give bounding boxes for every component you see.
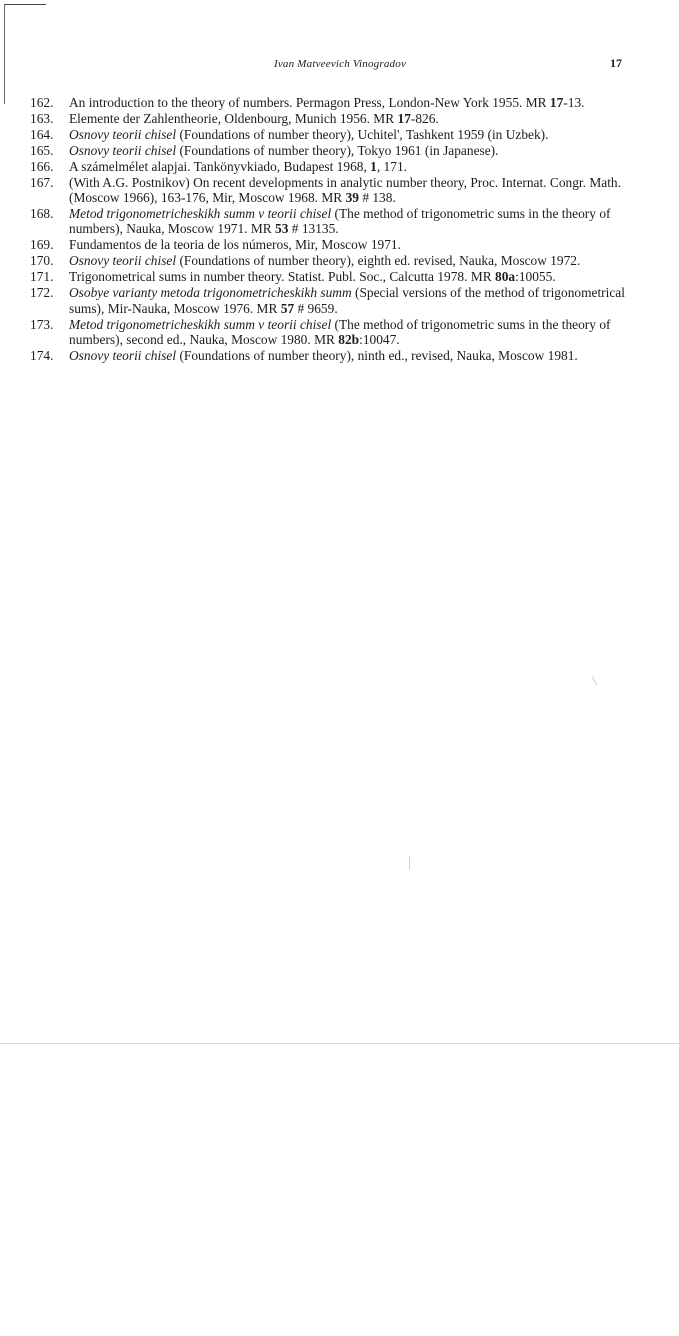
bibliography-entry xyxy=(30,206,630,236)
scan-corner-mark xyxy=(4,4,46,5)
bibliography-entry xyxy=(30,285,630,315)
running-title: Ivan Matveevich Vinogradov xyxy=(273,58,407,70)
entry-number: 169. xyxy=(30,237,54,253)
bibliography-entry xyxy=(30,111,630,126)
entry-text xyxy=(69,111,630,126)
entry-text-segment: # 138. xyxy=(358,190,396,206)
entry-number: 172. xyxy=(30,285,54,301)
entry-text-segment: (The method of trigonometric sums in the theory of numbers), second ed., Nauka, Moscow 1980. MR xyxy=(69,316,611,347)
entry-text xyxy=(69,317,630,347)
entry-text xyxy=(69,95,630,110)
bibliography-entry xyxy=(30,95,630,110)
bibliography-entry xyxy=(30,143,630,158)
entry-text-segment: A számelmélet alapjai. Tankönyvkiado, Budapest 1968, xyxy=(69,159,371,174)
entry-text-segment: (Foundations of number theory), eighth ed. revised, Nauka, Moscow 1972. xyxy=(176,253,581,269)
entry-text-segment: (Foundations of number theory), Uchitel', Tashkent 1959 (in Uzbek). xyxy=(176,127,549,142)
scan-edge-mark xyxy=(4,4,5,104)
entry-text-segment: (Foundations of number theory), Tokyo 1961 (in Japanese). xyxy=(176,143,499,158)
scan-speck xyxy=(592,676,598,685)
entry-text-segment: :10055. xyxy=(515,269,556,285)
entry-title-italic: Osnovy teorii chisel xyxy=(69,143,177,158)
entry-text-segment: (With A.G. Postnikov) On recent developments in analytic number theory, Proc. Internat. Congr. Math. (Moscow 1966), 163-176, Mir, Moscow 1968. MR xyxy=(69,175,621,206)
entry-number: 173. xyxy=(30,316,54,332)
bibliography-entry xyxy=(30,317,630,347)
entry-text xyxy=(69,206,630,236)
entry-text-segment: :10047. xyxy=(359,331,400,347)
entry-text-segment: An introduction to the theory of numbers. Permagon Press, London-New York 1955. MR xyxy=(69,95,550,110)
entry-text-segment: # 13135. xyxy=(288,221,339,237)
scan-page-edge xyxy=(0,1043,679,1044)
entry-text xyxy=(69,159,630,174)
entry-text xyxy=(69,175,630,205)
entry-text xyxy=(69,143,630,158)
entry-text-segment: Trigonometrical sums in number theory. Statist. Publ. Soc., Calcutta 1978. MR xyxy=(69,269,496,285)
entry-text xyxy=(69,348,630,363)
bibliography-entry xyxy=(30,159,630,174)
entry-volume-bold: 57 xyxy=(280,300,295,316)
entry-title-italic: Metod trigonometricheskikh summ v teorii chisel xyxy=(69,206,332,222)
entry-number: 168. xyxy=(30,206,54,222)
entry-text-segment: (Foundations of number theory), ninth ed., revised, Nauka, Moscow 1981. xyxy=(176,347,578,363)
bibliography-entry xyxy=(30,348,630,363)
bibliography-entry xyxy=(30,237,630,252)
entry-number: 164. xyxy=(30,127,54,142)
entry-number: 170. xyxy=(30,253,54,269)
entry-text xyxy=(69,127,630,142)
entry-title-italic: Osobye varianty metoda trigonometricheskikh summ xyxy=(69,285,352,301)
entry-text-segment: Fundamentos de la teoria de los números, Mir, Moscow 1971. xyxy=(69,237,401,253)
entry-text xyxy=(69,269,630,284)
entry-text-segment: Elemente der Zahlentheorie, Oldenbourg, Munich 1956. MR xyxy=(69,111,398,126)
entry-number: 174. xyxy=(30,347,54,363)
bibliography-entry xyxy=(30,127,630,142)
entry-title-italic: Osnovy teorii chisel xyxy=(69,347,177,363)
entry-volume-bold: 82b xyxy=(338,331,360,347)
bibliography-entry xyxy=(30,269,630,284)
entry-volume-bold: 39 xyxy=(345,190,359,206)
entry-number: 165. xyxy=(30,143,54,158)
entry-number: 163. xyxy=(30,111,54,126)
entry-text xyxy=(69,285,630,315)
entry-volume-bold: 1 xyxy=(370,159,377,174)
entry-number: 167. xyxy=(30,175,54,190)
entry-text-segment: -826. xyxy=(410,111,439,126)
entry-text-segment: -13. xyxy=(563,95,585,110)
entry-number: 171. xyxy=(30,269,54,285)
entry-text-segment: (Special versions of the method of trigonometrical sums), Mir-Nauka, Moscow 1976. MR xyxy=(69,285,625,316)
entry-volume-bold: 17 xyxy=(549,95,564,110)
entry-text-segment: (The method of trigonometric sums in the theory of numbers), Nauka, Moscow 1971. MR xyxy=(69,206,611,237)
entry-title-italic: Metod trigonometricheskikh summ v teorii chisel xyxy=(69,316,332,332)
entry-volume-bold: 17 xyxy=(397,111,411,126)
entry-number: 166. xyxy=(30,159,54,174)
entry-text xyxy=(69,253,630,268)
entry-volume-bold: 80a xyxy=(495,269,516,285)
bibliography-entry xyxy=(30,175,630,205)
page-number: 17 xyxy=(610,56,622,70)
entry-text-segment: , 171. xyxy=(376,159,407,174)
scan-speck xyxy=(409,856,410,870)
bibliography-list xyxy=(30,95,630,364)
entry-volume-bold: 53 xyxy=(275,221,289,237)
entry-title-italic: Osnovy teorii chisel xyxy=(69,127,177,142)
entry-text xyxy=(69,237,630,252)
bibliography-entry xyxy=(30,253,630,268)
entry-number: 162. xyxy=(30,95,54,110)
entry-text-segment: # 9659. xyxy=(294,300,338,316)
entry-title-italic: Osnovy teorii chisel xyxy=(69,253,177,269)
